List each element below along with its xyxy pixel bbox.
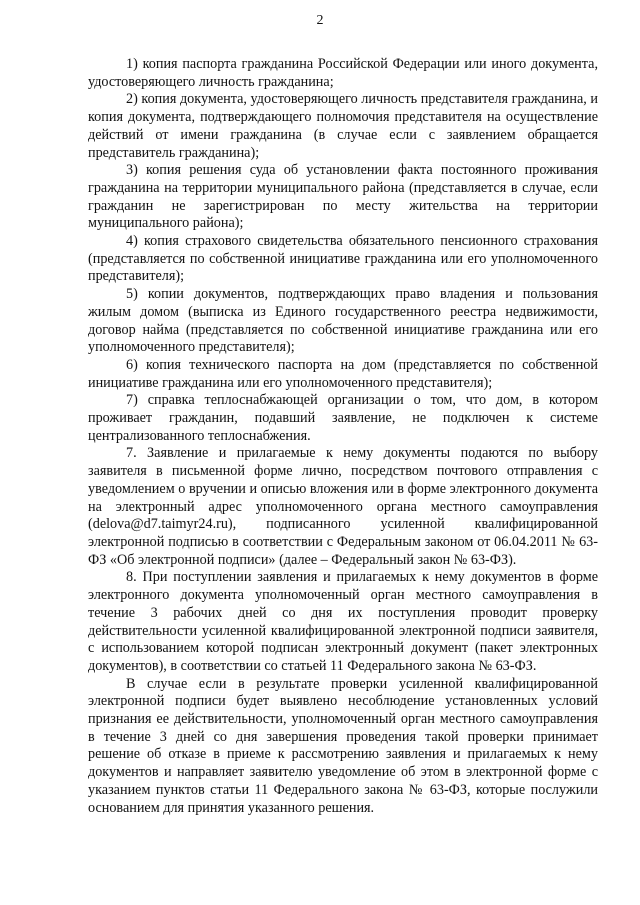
list-item-court-decision: 3) копия решения суда об установлении факта постоянного проживания гражданина на территории муниципального района (представляется в случае, если гражданин не зарегистрирован по месту жительства на территории муниципального района); <box>88 162 598 232</box>
document-body <box>88 56 598 817</box>
clause-8-signature-verification: 8. При поступлении заявления и прилагаемых к нему документов в форме электронного документа уполномоченный орган местного самоуправления в течение 3 рабочих дней со дня их поступления проводит проверку действительности усиленной квалифицированной электронной подписи заявителя, с использованием которой подписан электронный документ (пакет электронных документов), в соответствии со статьей 11 Федерального закона № 63-ФЗ. <box>88 569 598 674</box>
clause-7-submission: 7. Заявление и прилагаемые к нему документы подаются по выбору заявителя в письменной форме лично, посредством почтового отправления с уведомлением о вручении и описью вложения или в форме электронного документа на электронный адрес уполномоченного органа местного самоуправления (delova@d7.taimyr24.ru), подписанного усиленной квалифицированной электронной подписью в соответствии с Федеральным законом от 06.04.2011 № 63-ФЗ «Об электронной подписи» (далее – Федеральный закон № 63-ФЗ). <box>88 445 598 568</box>
list-item-technical-passport: 6) копия технического паспорта на дом (представляется по собственной инициативе гражданина или его уполномоченного представителя); <box>88 356 598 391</box>
list-item-insurance-certificate: 4) копия страхового свидетельства обязательного пенсионного страхования (представляется по собственной инициативе гражданина или его уполномоченного представителя); <box>88 233 598 285</box>
clause-8-refusal: В случае если в результате проверки усиленной квалифицированной электронной подписи будет выявлено несоблюдение установленных условий признания ее действительности, уполномоченный орган местного самоуправления в течение 3 дней со дня завершения проведения такой проверки принимает решение об отказе в приеме к рассмотрению заявления и прилагаемых к нему документов и направляет заявителю уведомление об этом в электронной форме с указанием пунктов статьи 11 Федерального закона № 63-ФЗ, которые послужили основанием для принятия указанного решения. <box>88 675 598 816</box>
list-item-representative-documents: 2) копия документа, удостоверяющего личность представителя гражданина, и копия документа, подтверждающего полномочия представителя на осуществление действий от имени гражданина (в случае если с заявлением обращается представитель гражданина); <box>88 91 598 161</box>
list-item-passport-copy: 1) копия паспорта гражданина Российской Федерации или иного документа, удостоверяющего личность гражданина; <box>88 56 598 90</box>
list-item-ownership-documents: 5) копии документов, подтверждающих право владения и пользования жилым домом (выписка из Единого государственного реестра недвижимости, договор найма (представляется по собственной инициативе гражданина или его уполномоченного представителя); <box>88 286 598 356</box>
list-item-heat-supply-certificate: 7) справка теплоснабжающей организации о том, что дом, в котором проживает гражданин, подавший заявление, не подключен к системе централизованного теплоснабжения. <box>88 392 598 444</box>
page-number: 2 <box>316 13 324 28</box>
